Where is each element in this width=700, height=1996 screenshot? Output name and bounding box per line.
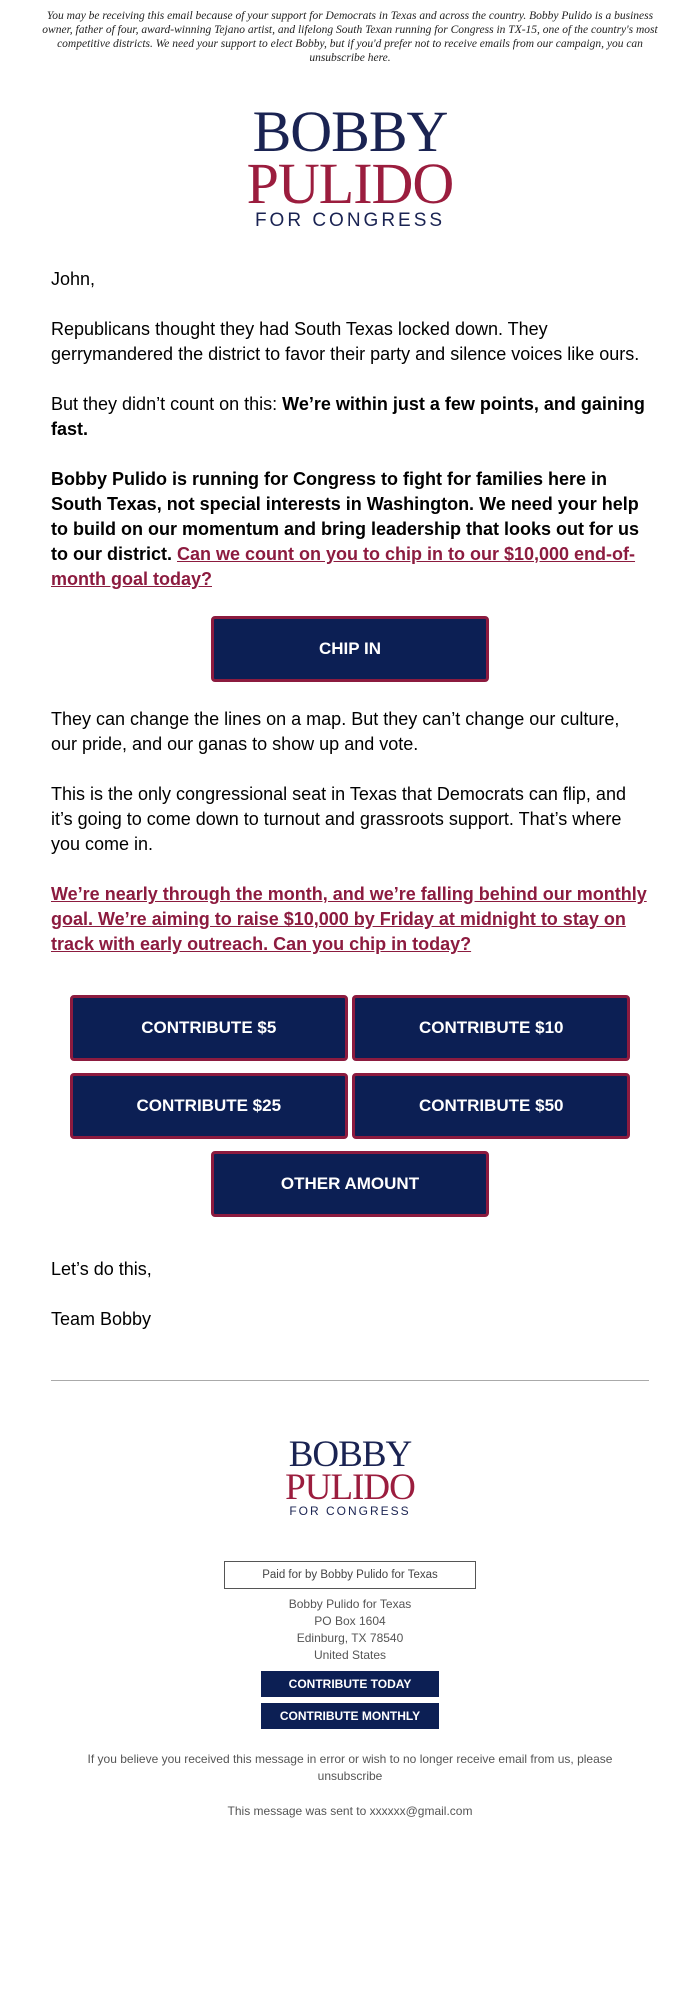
chip-in-goal-link[interactable]: Can we count on you to chip in to our $10,000 end-of-month goal today? [51,544,636,589]
other-amount-button[interactable]: OTHER AMOUNT [211,1151,489,1217]
footer-logo-line-for-congress: FOR CONGRESS [289,1504,411,1518]
signature: Team Bobby [51,1309,152,1329]
chip-in-wrap [51,616,649,682]
logo-line-pulido: PULIDO [246,151,454,216]
contribute-10-button[interactable]: CONTRIBUTE $10 [352,995,630,1061]
mailing-address [0,1596,700,1664]
contribute-monthly-button[interactable]: CONTRIBUTE MONTHLY [261,1703,439,1729]
chip-in-button[interactable]: CHIP IN [211,616,489,682]
footer-logo-line-pulido: PULIDO [285,1467,415,1508]
address-line-1: Bobby Pulido for Texas [288,1597,412,1611]
email-body [0,267,700,1332]
paragraph-5: This is the only congressional seat in Texas that Democrats can flip, and it’s going to come down to turnout and grassroots support. That’s where you come in. [51,784,626,854]
paragraph-2-bold: We’re within just a few points, and gaining fast. [51,394,645,439]
paragraph-1: Republicans thought they had South Texas locked down. They gerrymandered the district to favor their party and silence voices like ours. [51,319,640,364]
contribute-5-button[interactable]: CONTRIBUTE $5 [70,995,348,1061]
signoff: Let’s do this, [51,1259,152,1279]
paid-for-box: Paid for by Bobby Pulido for Texas [224,1561,476,1589]
campaign-logo [0,99,700,231]
footer-divider [51,1380,649,1381]
error-notice: If you believe you received this message in error or wish to no longer receive email from us, please unsubscribe [87,1752,613,1783]
paragraph-2 [51,392,649,442]
paragraph-6 [51,882,649,957]
logo-line-for-congress: FOR CONGRESS [254,210,446,231]
contribute-50-button[interactable]: CONTRIBUTE $50 [352,1073,630,1139]
footer-logo-line-bobby: BOBBY [288,1434,412,1475]
disclaimer-text: You may be receiving this email because of your support for Democrats in Texas and across the country. Bobby Pulido is a business owner, father of four, award-winning Tejano artist, and lifelong South Texan running for Congress in TX-15, one of the country's most competitive districts. We need your support to elect Bobby, but if you'd prefer not to receive emails from our campaign, you can unsubscribe here. [42,10,658,64]
footer-logo [0,1436,700,1517]
monthly-goal-link[interactable]: We’re nearly through the month, and we’re falling behind our monthly goal. We’re aiming to raise $10,000 by Friday at midnight to stay on track with early outreach. Can you chip in today? [51,884,647,954]
address-line-3: Edinburg, TX 78540 [296,1631,404,1645]
paragraph-3-bold: Bobby Pulido is running for Congress to fight for families here in South Texas, not special interests in Washington. We need your help to build on our momentum and bring leadership that looks out for us to our district. [51,469,639,564]
contribute-25-button[interactable]: CONTRIBUTE $25 [70,1073,348,1139]
address-line-4: United States [313,1648,387,1662]
address-line-2: PO Box 1604 [314,1614,386,1628]
paragraph-4: They can change the lines on a map. But they can’t change our culture, our pride, and our ganas to show up and vote. [51,709,620,754]
logo-line-bobby: BOBBY [252,99,448,164]
paragraph-2-lead: But they didn’t count on this: [51,394,283,414]
donate-buttons [51,995,649,1229]
contribute-today-button[interactable]: CONTRIBUTE TODAY [261,1671,439,1697]
sent-to-notice: This message was sent to xxxxxx@gmail.com [227,1804,473,1818]
paragraph-3 [51,467,649,592]
greeting: John, [51,269,96,289]
